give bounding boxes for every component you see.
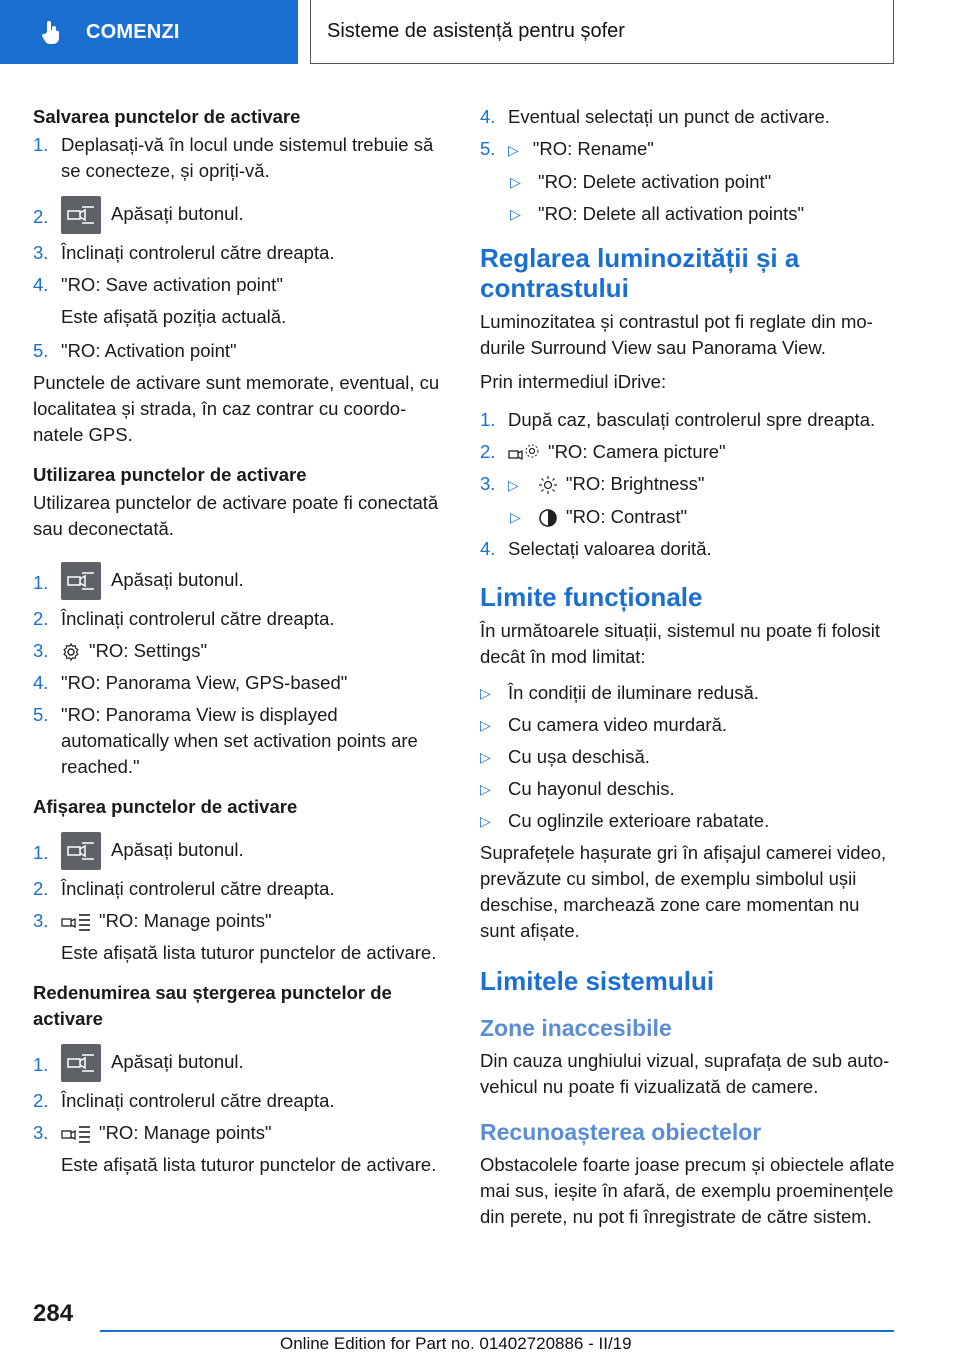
paragraph: În următoarele situații, sistemul nu poate fi folosit decât în mod limitat: [480,620,880,667]
list-item [33,338,449,364]
item-text: "RO: Panorama View, GPS-based" [61,672,348,693]
triangle-right-icon: ▷ [480,749,491,765]
paragraph: Punctele de activare sunt memorate, eventual, cu localitatea și strada, în caz contrar cu coordonatele GPS. [33,372,440,445]
item-number: 4. [33,274,49,295]
item-text: "RO: Settings" [89,640,208,661]
chapter-tab[interactable] [0,0,298,64]
item-number: 2. [33,206,49,227]
bullet-text: Cu hayonul deschis. [508,778,675,799]
item-number: 5. [33,340,49,361]
item-text: Deplasați-vă în locul unde sistemul trebuie să se conecteze, și opriți-vă. [61,134,434,181]
manage-points-icon [61,1124,91,1144]
list-item [33,240,449,266]
section-title: Sisteme de asistență pentru șofer [327,20,625,42]
item-number: 2. [480,441,496,462]
hand-pointer-icon [38,19,64,45]
bullet-item [480,744,896,770]
item-text: "RO: Panorama View is displayed automatically when set activation points are reached." [61,704,418,777]
triangle-right-icon: ▷ [480,813,491,829]
bullet-text: Cu ușa deschisă. [508,746,650,767]
item-text: "RO: Rename" [532,138,654,159]
gear-icon [61,642,81,662]
right-column [480,104,896,1238]
triangle-right-icon: ▷ [510,509,521,525]
item-text: Eventual selectați un punct de activare. [508,106,830,127]
subsection-heading: Recunoașterea obiectelor [480,1119,762,1145]
list-note: Este afișată lista tuturor punctelor de activare. [61,942,437,963]
list-item [33,132,449,184]
section-heading-luminosity: Reglarea luminozității și a contrastului [480,243,800,303]
list-item [33,1044,449,1082]
item-text: "RO: Camera picture" [548,441,726,462]
paragraph: Din cauza unghiului vizual, suprafața de sub autovehicul nu poate fi vizualizată de camere. [480,1050,890,1097]
camera-button-icon [61,196,101,234]
item-number: 1. [480,409,496,430]
list-item [33,196,449,234]
item-number: 4. [33,672,49,693]
item-text: "RO: Manage points" [99,1122,272,1143]
item-number: 2. [33,878,49,899]
list-item [480,136,896,163]
item-number: 3. [33,640,49,661]
sun-icon [538,475,558,495]
list-note: Este afișată lista tuturor punctelor de activare. [61,1154,437,1175]
item-number: 1. [33,572,49,593]
item-text: Înclinați controlerul către dreapta. [61,1090,335,1111]
manage-points-icon [61,912,91,932]
section-title-box [310,0,894,64]
item-number: 3. [480,473,496,494]
item-number: 3. [33,1122,49,1143]
page-header [0,0,960,66]
list-item [33,562,449,600]
list-item [33,702,449,780]
bullet-text: Cu oglinzile exterioare rabatate. [508,810,770,831]
item-text: "RO: Activation point" [61,340,237,361]
camera-button-icon [61,832,101,870]
item-text: Apăsați butonul. [111,838,244,860]
sub-item-text: "RO: Delete all activation points" [538,203,805,224]
item-number: 1. [33,134,49,155]
section-heading-limits: Limite funcționale [480,582,703,612]
list-item [33,638,449,664]
paragraph: Suprafețele hașurate gri în afișajul camerei video, prevăzute cu simbol, de exemplu simbolul ușii deschise, marchează zone care momentan nu sunt afișate. [480,842,887,941]
item-text: Apăsați butonul. [111,568,244,590]
list-item [33,1120,449,1146]
list-item [480,439,896,465]
section-heading-system-limits: Limitele sistemului [480,966,715,996]
list-item [33,1088,449,1114]
triangle-right-icon: ▷ [480,717,491,733]
item-text: Selectați valoarea dorită. [508,538,712,559]
item-number: 1. [33,842,49,863]
list-note: Este afișată poziția actuală. [61,306,287,327]
item-number: 5. [33,704,49,725]
camera-button-icon [61,562,101,600]
section-heading: Afișarea punctelor de activare [33,796,298,817]
section-heading: Utilizarea punctelor de activare [33,464,307,485]
chapter-tab-label: COMENZI [86,20,180,43]
footer-edition: Online Edition for Part no. 01402720886 - II/19 [280,1334,632,1353]
item-text: Înclinați controlerul către dreapta. [61,608,335,629]
list-item [480,471,896,498]
bullet-item [480,808,896,834]
camera-settings-icon [508,443,540,463]
item-text: Înclinați controlerul către dreapta. [61,242,335,263]
subsection-heading: Zone inaccesibile [480,1015,672,1041]
sub-item [480,169,896,195]
item-number: 2. [33,1090,49,1111]
triangle-right-icon: ▷ [480,685,491,701]
item-number: 4. [480,538,496,559]
item-number: 2. [33,608,49,629]
list-item [33,606,449,632]
page-number: 284 [33,1300,74,1327]
item-text: După caz, basculați controlerul spre dreapta. [508,409,876,430]
list-item [33,908,449,934]
item-number: 3. [33,910,49,931]
sub-item [480,201,896,227]
triangle-right-icon: ▷ [510,206,521,222]
triangle-right-icon: ▷ [480,781,491,797]
item-number: 1. [33,1054,49,1075]
item-text: "RO: Brightness" [565,473,705,494]
paragraph: Obstacolele foarte joase precum și obiectele aflate mai sus, ieșite în afară, de exemplu proeminențele din perete, nu pot fi înregistrate de către sistem. [480,1154,895,1227]
list-item [33,832,449,870]
sub-item [480,504,896,530]
item-number: 5. [480,138,496,159]
list-item [33,272,449,298]
item-text: "RO: Save activation point" [61,274,283,295]
triangle-right-icon: ▷ [510,174,521,190]
sub-item-text: "RO: Delete activation point" [538,171,772,192]
list-item [33,876,449,902]
item-text: Apăsați butonul. [111,202,244,224]
list-item [480,407,896,433]
triangle-right-icon: ▷ [508,142,519,158]
camera-button-icon [61,1044,101,1082]
section-heading: Redenumirea sau ștergerea punctelor de activare [33,982,392,1029]
paragraph: Prin intermediul iDrive: [480,371,667,392]
bullet-text: În condiții de iluminare redusă. [508,682,759,703]
triangle-right-icon: ▷ [508,477,519,493]
bullet-item [480,776,896,802]
list-item [480,536,896,562]
footer-divider [100,1330,894,1332]
item-text: "RO: Manage points" [99,910,272,931]
sub-item-text: "RO: Contrast" [566,506,688,527]
section-heading: Salvarea punctelor de activare [33,106,301,127]
item-number: 3. [33,242,49,263]
list-item [33,670,449,696]
item-number: 4. [480,106,496,127]
list-item [480,104,896,130]
item-text: Înclinați controlerul către dreapta. [61,878,335,899]
left-column [33,104,449,1186]
paragraph: Utilizarea punctelor de activare poate fi conectată sau deconectată. [33,492,439,539]
paragraph: Luminozitatea și contrastul pot fi reglate din modurile Surround View sau Panorama View. [480,311,873,358]
bullet-item [480,680,896,706]
contrast-icon [538,508,558,528]
bullet-text: Cu camera video murdară. [508,714,728,735]
item-text: Apăsați butonul. [111,1050,244,1072]
bullet-item [480,712,896,738]
